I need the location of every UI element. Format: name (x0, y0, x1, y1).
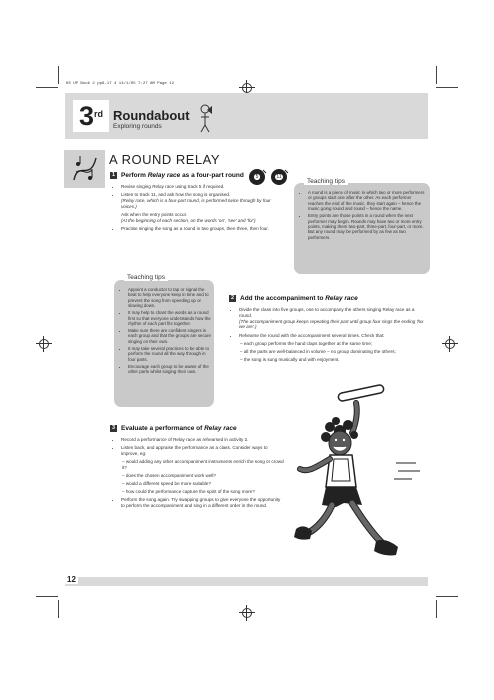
activity-number-2: 2 (230, 295, 235, 301)
cd-track-11-label: 11 (276, 174, 282, 180)
crop-mark (436, 66, 437, 84)
activity-2-body (232, 307, 424, 365)
activity-2-heading: Add the accompaniment to Relay race (240, 295, 358, 302)
activity-2-item: • Rehearse the round with the accompaniment several times. Check that: (239, 333, 424, 339)
activity-1-body (114, 184, 286, 235)
activity-number-3: 3 (111, 425, 116, 431)
activity-3-body (114, 437, 284, 511)
teaching-tips-title: Teaching tips (304, 178, 348, 185)
teaching-tips-box-1 (294, 178, 430, 274)
unit-number: 3rd (78, 101, 104, 131)
registration-mark-bottom (239, 605, 255, 621)
tip-item: • Make sure there are confident singers in each group and that the groups are secure singing on their own. (128, 328, 212, 344)
page-number: 12 (67, 575, 76, 584)
music-notes-swirl-icon (70, 152, 102, 186)
tip-item: • Entry points are those points in a round when the next performer may begin. Rounds may have two or more entry points, making them two-part, three-part, four-part, or more. But any round may be performed by as few as two performers. (308, 213, 426, 240)
relay-runner-girl-illustration (286, 383, 426, 559)
crop-mark (58, 600, 59, 618)
tip-item: • It may take several practices to be able to perform the round all the way through in four parts. (128, 346, 212, 362)
trumpet-player-icon (197, 103, 213, 133)
question-item: – does the chosen accompaniment work well? (122, 473, 216, 479)
crop-mark (36, 87, 58, 88)
tip-item: • It may help to chant the words as a round first so that everyone understands how the rhythm of each part fits together. (128, 310, 212, 326)
print-slug: KS UP Book 2 pp6-17 4 14/1/05 7:27 AM Page 12 (66, 82, 175, 86)
activity-3-item: • Listen back, and appraise the performance as a class. Consider ways to improve, eg: (121, 445, 284, 457)
activity-3-item: • Perform the song again. Try swapping groups to give everyone the opportunity to perform the accompaniment and sing in a different order in the round. (121, 497, 284, 509)
question-item: – would a different speed be more suitable? (122, 481, 212, 487)
registration-mark-left (36, 336, 52, 352)
crop-mark (36, 596, 58, 597)
check-item: – all the parts are well-balanced in volume – no group dominating the others; (240, 348, 396, 354)
unit-number-box (73, 100, 109, 132)
tip-item: • A round is a piece of music in which two or more performers or groups start one after the other. As each performer reaches the end of the music, they start again – hence the music going round and round – hence the name. (308, 190, 426, 212)
activity-3-item: • Record a performance of Relay race as rehearsed in activity 2. (121, 437, 284, 443)
activity-number-1: 1 (111, 172, 116, 178)
crop-mark (436, 596, 458, 597)
check-item: – each group performs the hand claps together at the same time; (240, 340, 373, 346)
crop-mark (436, 87, 458, 88)
teaching-tips-box-2 (114, 274, 214, 407)
unit-title: Roundabout (113, 108, 190, 123)
activity-3-heading: Evaluate a performance of Relay race (121, 425, 237, 432)
check-item: – the song is sung musically and with enjoyment. (240, 356, 340, 362)
teaching-tips-list (302, 190, 426, 242)
teaching-tips-list (122, 287, 212, 376)
section-title: A ROUND RELAY (109, 152, 221, 167)
activity-1-item: • Listen to track 11, and ask how the song is organised. (Relay race, which is a four-part round, is performed twice through by four voices.) (121, 192, 286, 209)
activity-1-item: • Practise singing the song as a round in two groups, then three, then four. (121, 226, 286, 232)
question-item: – how could the performance capture the spirit of the song more? (122, 489, 255, 495)
crop-mark (436, 600, 437, 618)
tip-item: • Appoint a conductor to tap or signal the beat to help everyone keep in time and to prevent the song from speeding up or slowing down. (128, 287, 212, 309)
registration-mark-right (442, 336, 458, 352)
activity-1-item: • Revise singing Relay race using track 5 if required. (121, 184, 286, 190)
footer-band (65, 577, 428, 586)
cd-track-5-label: 5 (255, 174, 259, 180)
tip-item: • Encourage each group to be aware of the other parts whilst singing their own. (128, 364, 212, 375)
question-item: – would adding any other accompaniment instruments enrich the song or crowd it? (122, 459, 284, 471)
teaching-tips-title: Teaching tips (124, 274, 168, 281)
activity-1-item: Ask when the entry points occur. (At the beginning of each section, on the words 'on', 'see' and 'for') (121, 212, 256, 223)
unit-subtitle: Exploring rounds (113, 123, 162, 130)
crop-mark (58, 66, 59, 84)
activity-1-heading: Perform Relay race as a four-part round (121, 172, 244, 179)
activity-2-item: • Divide the class into five groups, one to accompany the others singing Relay race as a round. (The accompaniment group keeps repeating their part until group four sings the ending 'fox we are'.) (239, 307, 424, 330)
